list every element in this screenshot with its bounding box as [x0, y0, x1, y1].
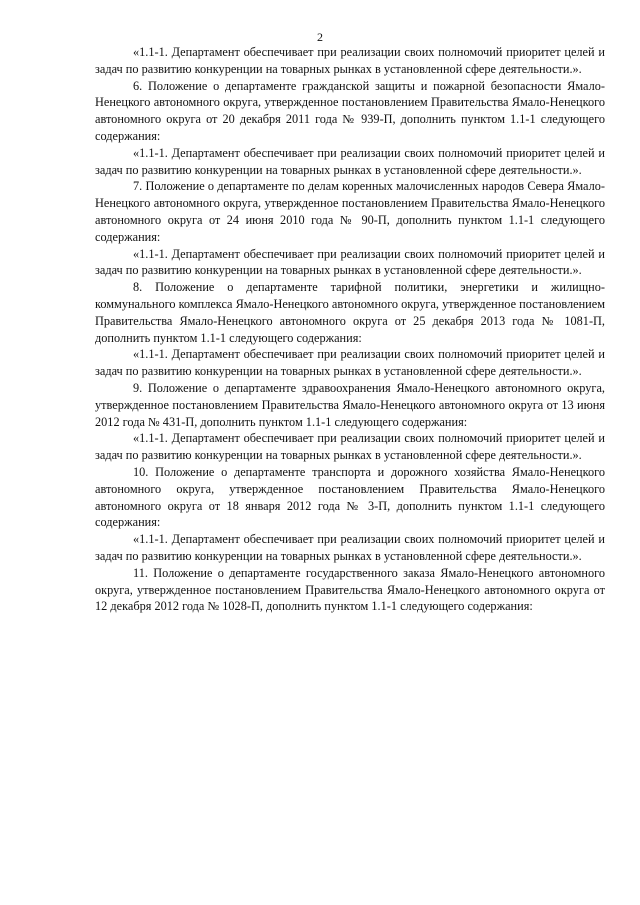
paragraph-quote: «1.1-1. Департамент обеспечивает при реализации своих полномочий приоритет целей и задач по развитию конкуренции на товарных рынках в установленной сфере деятельности.».: [95, 431, 605, 463]
paragraph-quote: «1.1-1. Департамент обеспечивает при реализации своих полномочий приоритет целей и задач по развитию конкуренции на товарных рынках в установленной сфере деятельности.».: [95, 246, 605, 278]
paragraph-quote: «1.1-1. Департамент обеспечивает при реализации своих полномочий приоритет целей и задач по развитию конкуренции на товарных рынках в установленной сфере деятельности.».: [95, 145, 605, 177]
paragraph-quote: «1.1-1. Департамент обеспечивает при реализации своих полномочий приоритет целей и задач по развитию конкуренции на товарных рынках в установленной сфере деятельности.».: [95, 347, 605, 379]
paragraph-quote: «1.1-1. Департамент обеспечивает при реализации своих полномочий приоритет целей и задач по развитию конкуренции на товарных рынках в установленной сфере деятельности.».: [95, 45, 605, 76]
paragraph-item-9: 9. Положение о департаменте здравоохранения Ямало-Ненецкого автономного округа, утвержденное постановлением Правительства Ямало-Ненецкого автономного округа от 13 июня 2012 года № 431-П, дополнить пунктом 1.1-1 следующего содержания:: [95, 380, 605, 429]
paragraph-item-8: 8. Положение о департаменте тарифной политики, энергетики и жилищно-коммунального комплекса Ямало-Ненецкого автономного округа, утвержденное постановлением Правительства Ямало-Ненецкого автономного округа от 25 декабря 2013 года № 1081-П, дополнить пунктом 1.1-1 следующего содержания:: [95, 280, 605, 345]
paragraph-item-10: 10. Положение о департаменте транспорта и дорожного хозяйства Ямало-Ненецкого автономного округа, утвержденное постановлением Правительства Ямало-Ненецкого автономного округа от 18 января 2012 года № 3-П, дополнить пунктом 1.1-1 следующего содержания:: [95, 464, 605, 530]
paragraph-item-6: 6. Положение о департаменте гражданской защиты и пожарной безопасности Ямало-Ненецкого автономного округа, утвержденное постановлением Правительства Ямало-Ненецкого автономного округа от 20 декабря 2011 года № 939-П, дополнить пунктом 1.1-1 следующего содержания:: [95, 78, 605, 143]
paragraph-item-11: 11. Положение о департаменте государственного заказа Ямало-Ненецкого автономного округа, утвержденное постановлением Правительства Ямало-Ненецкого автономного округа от 12 декабря 2012 года № 1028-П, дополнить пунктом 1.1-1 следующего содержания:: [95, 565, 605, 614]
document-body: [95, 44, 605, 615]
page-number: 2: [317, 30, 323, 44]
paragraph-item-7: 7. Положение о департаменте по делам коренных малочисленных народов Севера Ямало-Ненецкого автономного округа, утвержденное постановлением Правительства Ямало-Ненецкого автономного округа от 24 июня 2010 года № 90-П, дополнить пунктом 1.1-1 следующего содержания:: [95, 179, 605, 244]
paragraph-quote: «1.1-1. Департамент обеспечивает при реализации своих полномочий приоритет целей и задач по развитию конкуренции на товарных рынках в установленной сфере деятельности.».: [95, 532, 605, 563]
